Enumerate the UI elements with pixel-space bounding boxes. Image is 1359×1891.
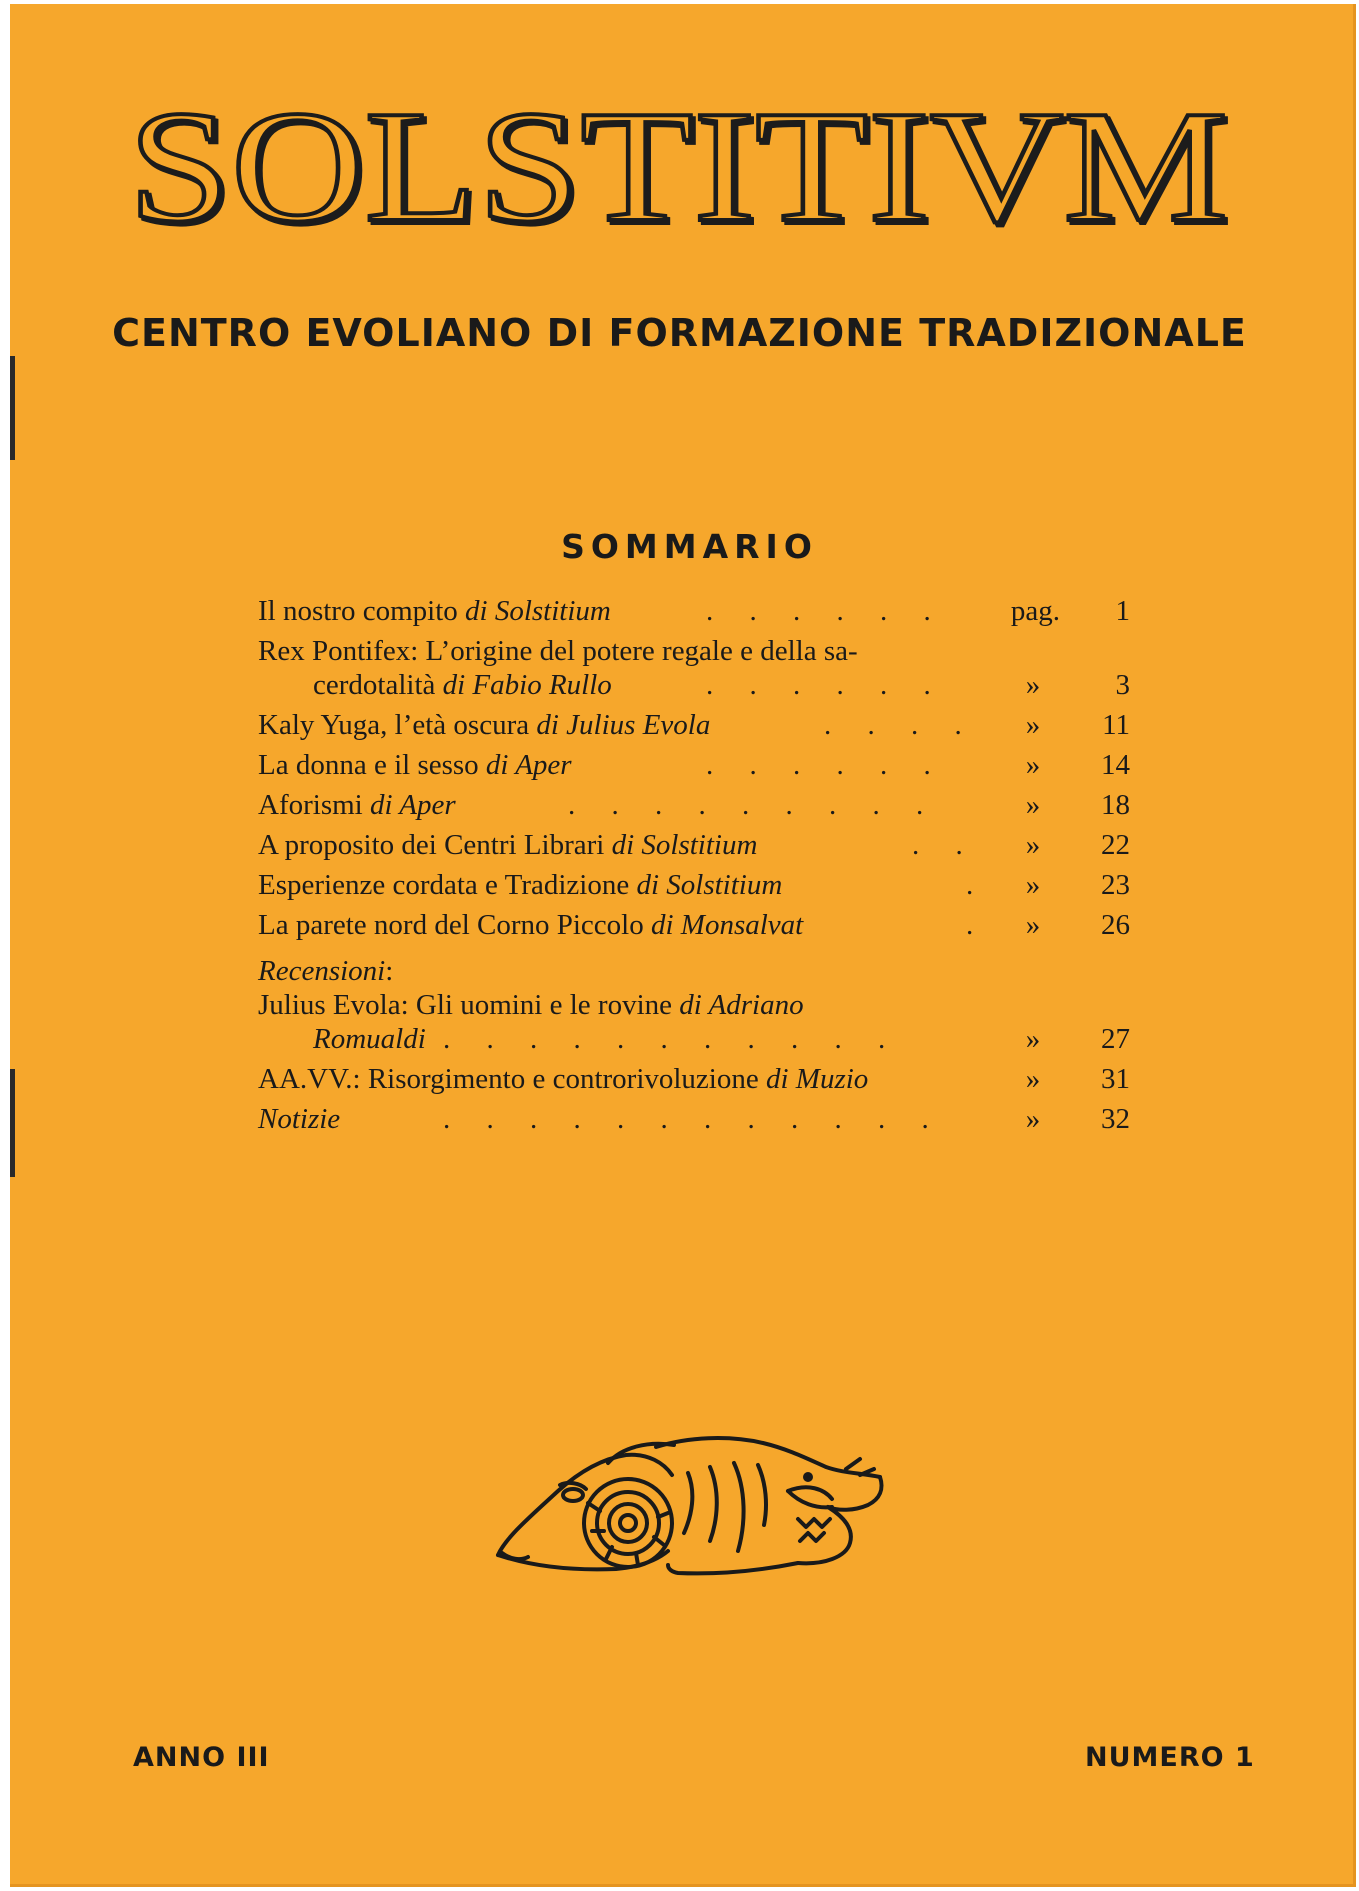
ram-lion-head-emblem-icon (488, 1433, 898, 1588)
toc-entry-mark: » (1025, 909, 1041, 941)
news-entry-page: 32 (1101, 1103, 1130, 1135)
toc-entry (258, 828, 1130, 862)
review-entry-mark: » (1025, 1023, 1041, 1055)
toc-entry-title: Esperienze cordata e Tradizione (258, 869, 637, 901)
toc-entry (258, 634, 1130, 668)
toc-entry-page: 22 (1101, 829, 1130, 861)
leader-dots: . . . . (824, 709, 962, 741)
toc-entry-page: 23 (1101, 869, 1130, 901)
toc-entry (258, 908, 1130, 942)
masthead-title: SOLSTITIVM (128, 102, 1228, 230)
toc-entry-title: La parete nord del Corno Piccolo (258, 909, 651, 941)
toc-entry (258, 594, 1130, 628)
leader-dots: . . . . . . . . . . . . (443, 1103, 929, 1135)
review-entry-title: AA.VV.: Risorgimento e controrivoluzione (258, 1063, 766, 1095)
toc-entry-author: di Aper (485, 749, 572, 781)
toc-entry-page: 3 (1115, 669, 1130, 701)
leader-dots: . . . . . . (706, 669, 931, 701)
toc-entry (258, 868, 1130, 902)
news-entry-title: Notizie (258, 1103, 341, 1135)
toc-entry-page: 1 (1115, 595, 1130, 627)
leader-dots: . (966, 909, 974, 941)
review-entry-author-cont: Romualdi (313, 1023, 426, 1055)
leader-dots: . . (912, 829, 963, 861)
review-entry (258, 1062, 1130, 1096)
toc-entry-author: di Solstitium (611, 829, 758, 861)
table-of-contents (258, 594, 1130, 1136)
issue-number-label: NUMERO 1 (1085, 1742, 1255, 1773)
toc-entry-mark: » (1025, 829, 1041, 861)
leader-dots: . . . . . . (706, 749, 931, 781)
toc-entry-author: di Solstitium (465, 595, 611, 627)
toc-entry-mark: pag. (1010, 595, 1060, 627)
leader-dots: . . . . . . . . . (568, 789, 924, 821)
toc-entry-title-cont: cerdotalità (313, 669, 443, 701)
toc-entry-mark: » (1025, 669, 1041, 701)
toc-entry-title: Aforismi (258, 789, 370, 821)
review-entry-page: 31 (1101, 1063, 1130, 1095)
contents-heading: SOMMARIO (561, 527, 818, 566)
toc-entry-title: Kaly Yuga, l’età oscura (258, 709, 537, 741)
toc-entry-mark: » (1025, 749, 1041, 781)
review-entry-title: Julius Evola: Gli uomini e le rovine (258, 989, 680, 1021)
toc-entry-mark: » (1025, 709, 1041, 741)
toc-entry-title: Il nostro compito (258, 595, 466, 627)
toc-entry-title: Rex Pontifex: L’origine del potere regale e della sa- (258, 635, 858, 667)
toc-entry-continuation (258, 668, 1130, 702)
leader-dots: . . . . . . (706, 595, 931, 627)
leader-dots: . (966, 869, 974, 901)
toc-entry-mark: » (1025, 789, 1041, 821)
review-entry-mark: » (1025, 1063, 1041, 1095)
toc-entry-title: A proposito dei Centri Librari (258, 829, 612, 861)
review-entry-author: di Muzio (765, 1063, 869, 1095)
toc-entry-page: 26 (1101, 909, 1130, 941)
toc-entry-page: 11 (1102, 709, 1130, 741)
toc-entry-mark: » (1025, 869, 1041, 901)
staple (10, 356, 15, 460)
toc-entry-author: di Aper (369, 789, 456, 821)
volume-label: ANNO III (133, 1742, 270, 1773)
toc-entry (258, 788, 1130, 822)
masthead (118, 102, 1238, 230)
staple (10, 1069, 15, 1177)
toc-entry-author: di Fabio Rullo (442, 669, 612, 701)
toc-entry (258, 708, 1130, 742)
toc-entry-author: di Julius Evola (536, 709, 711, 741)
review-entry-page: 27 (1101, 1023, 1130, 1055)
news-entry (258, 1102, 1130, 1136)
toc-entry-author: di Monsalvat (651, 909, 804, 941)
leader-dots: . . . . . . . . . . . (443, 1023, 886, 1055)
publisher-subtitle: CENTRO EVOLIANO DI FORMAZIONE TRADIZIONALE (112, 311, 1247, 355)
reviews-heading-colon: : (385, 955, 394, 987)
toc-entry (258, 748, 1130, 782)
toc-entry-page: 18 (1101, 789, 1130, 821)
review-entry (258, 988, 1130, 1022)
review-entry-continuation (258, 1022, 1130, 1056)
news-entry-mark: » (1025, 1103, 1041, 1135)
review-entry-author: di Adriano (679, 989, 804, 1021)
reviews-heading: Recensioni (258, 955, 386, 987)
toc-entry-page: 14 (1101, 749, 1130, 781)
reviews-heading-row (258, 954, 1130, 988)
toc-entry-author: di Solstitium (636, 869, 783, 901)
toc-entry-title: La donna e il sesso (258, 749, 486, 781)
